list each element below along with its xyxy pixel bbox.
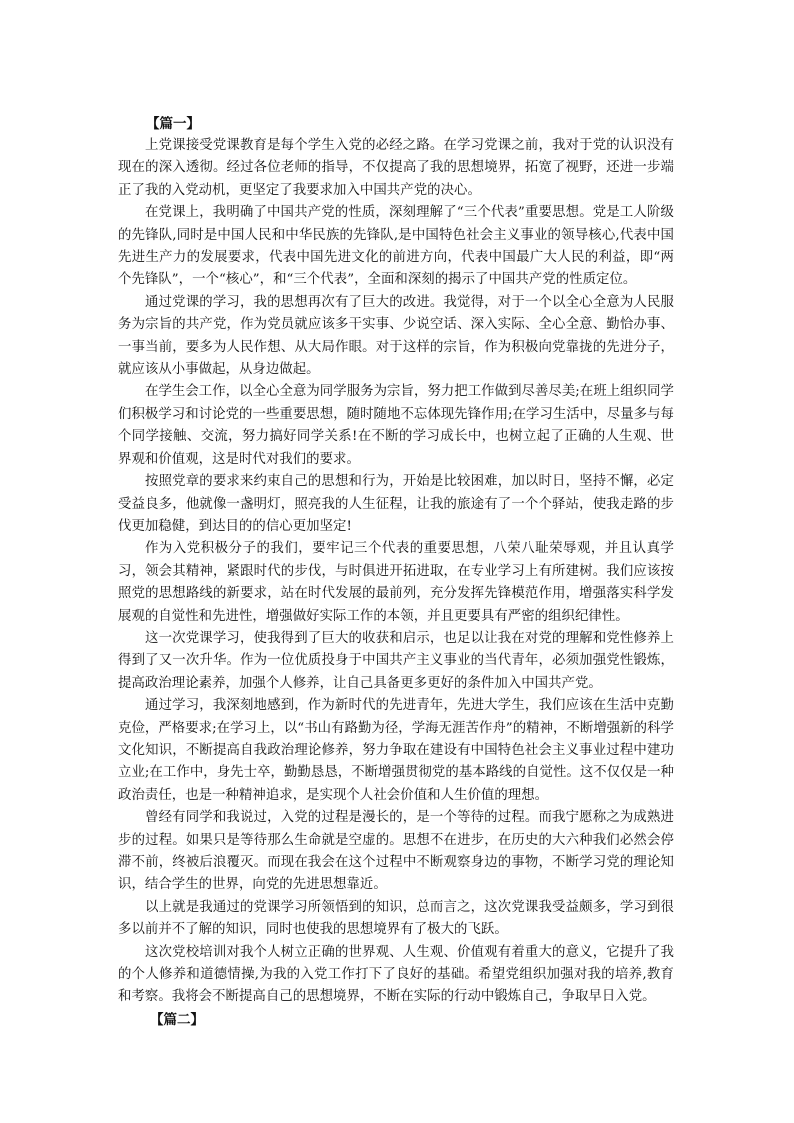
paragraph-1: 上党课接受党课教育是每个学生入党的必经之路。在学习党课之前，我对于党的认识没有现在的深入透彻。经过各位老师的指导，不仅提高了我的思想境界，拓宽了视野，还进一步端正了我的入党动机，更坚定了我要求加入中国共产党的决心。 — [118, 138, 674, 198]
document-page — [118, 113, 674, 1031]
paragraph-2: 在党课上，我明确了中国共产党的性质，深刻理解了“三个代表”重要思想。党是工人阶级的先锋队,同时是中国人民和中华民族的先锋队,是中国特色社会主义事业的领导核心,代表中国先进生产力的发展要求，代表中国先进文化的前进方向，代表中国最广大人民的利益，即“两个先锋队”，一个“核心”，和“三个代表”，全面和深刻的揭示了中国共产党的性质定位。 — [118, 205, 674, 288]
paragraph-10: 以上就是我通过的党课学习所领悟到的知识，总而言之，这次党课我受益颇多，学习到很多以前并不了解的知识，同时也使我的思想境界有了极大的飞跃。 — [118, 899, 674, 938]
paragraph-3: 通过党课的学习，我的思想再次有了巨大的改进。我觉得，对于一个以全心全意为人民服务为宗旨的共产党，作为党员就应该多干实事、少说空话、深入实际、全心全意、勤恰办事、一事当前，要多为人民作想、从大局作眼。对于这样的宗旨，作为积极向党靠拢的先进分子，就应该从小事做起，从身边做起。 — [118, 294, 674, 378]
paragraph-5: 按照党章的要求来约束自己的思想和行为，开始是比较困难，加以时日，坚持不懈，必定受益良多，他就像一盏明灯，照亮我的人生征程，让我的旅途有了一个个驿站，使我走路的步伐更加稳健，到达目的的信心更加坚定! — [118, 474, 674, 534]
section-heading-2: 【篇二】 — [150, 1011, 204, 1028]
paragraph-6: 作为入党积极分子的我们，要牢记三个代表的重要思想，八荣八耻荣辱观，并且认真学习，领会其精神，紧跟时代的步伐，与时俱进开拓进取，在专业学习上有所建树。我们应该按照党的思想路线的新要求，站在时代发展的最前列，充分发挥先锋模范作用，增强落实科学发展观的自觉性和先进性，增强做好实际工作的本领，并且更要具有严密的组织纪律性。 — [118, 541, 674, 624]
section-heading-1: 【篇一】 — [146, 116, 200, 132]
paragraph-9: 曾经有同学和我说过，入党的过程是漫长的，是一个等待的过程。而我宁愿称之为成熟进步的过程。如果只是等待那么生命就是空虚的。思想不在进步，在历史的大六种我们必然会停滞不前，终被后浪覆灭。而现在我会在这个过程中不断观察身边的事物，不断学习党的理论知识，结合学生的世界，向党的先进思想靠近。 — [118, 810, 674, 893]
paragraph-4: 在学生会工作，以全心全意为同学服务为宗旨，努力把工作做到尽善尽美;在班上组织同学们积极学习和讨论党的一些重要思想，随时随地不忘体现先锋作用;在学习生活中，尽量多与每个同学接触、交流，努力搞好同学关系!在不断的学习成长中，也树立起了正确的人生观、世界观和价值观，这是时代对我们的要求。 — [118, 384, 674, 467]
paragraph-8: 通过学习，我深刻地感到，作为新时代的先进青年，先进大学生，我们应该在生活中克勤克俭，严格要求;在学习上，以“书山有路勤为径，学海无涯苦作舟”的精神，不断增强新的科学文化知识，不断提高自我政治理论修养，努力争取在建设有中国特色社会主义事业过程中建功立业;在工作中，身先士卒，勤勤恳恳，不断增强贯彻党的基本路线的自觉性。这不仅仅是一种政治责任，也是一种精神追求，是实现个人社会价值和人生价值的理想。 — [118, 698, 674, 803]
paragraph-11: 这次党校培训对我个人树立正确的世界观、人生观、价值观有着重大的意义，它提升了我的个人修养和道德情操,为我的入党工作打下了良好的基础。希望党组织加强对我的培养,教育和考察。我将会不断提高自己的思想境界，不断在实际的行动中锻炼自己，争取早日入党。 — [118, 944, 674, 1005]
paragraph-7: 这一次党课学习，使我得到了巨大的收获和启示，也足以让我在对党的理解和党性修养上得到了又一次升华。作为一位优质投身于中国共产主义事业的当代青年，必须加强党性锻炼，提高政治理论素养，加强个人修养，让自己具备更多更好的条件加入中国共产党。 — [118, 630, 674, 691]
